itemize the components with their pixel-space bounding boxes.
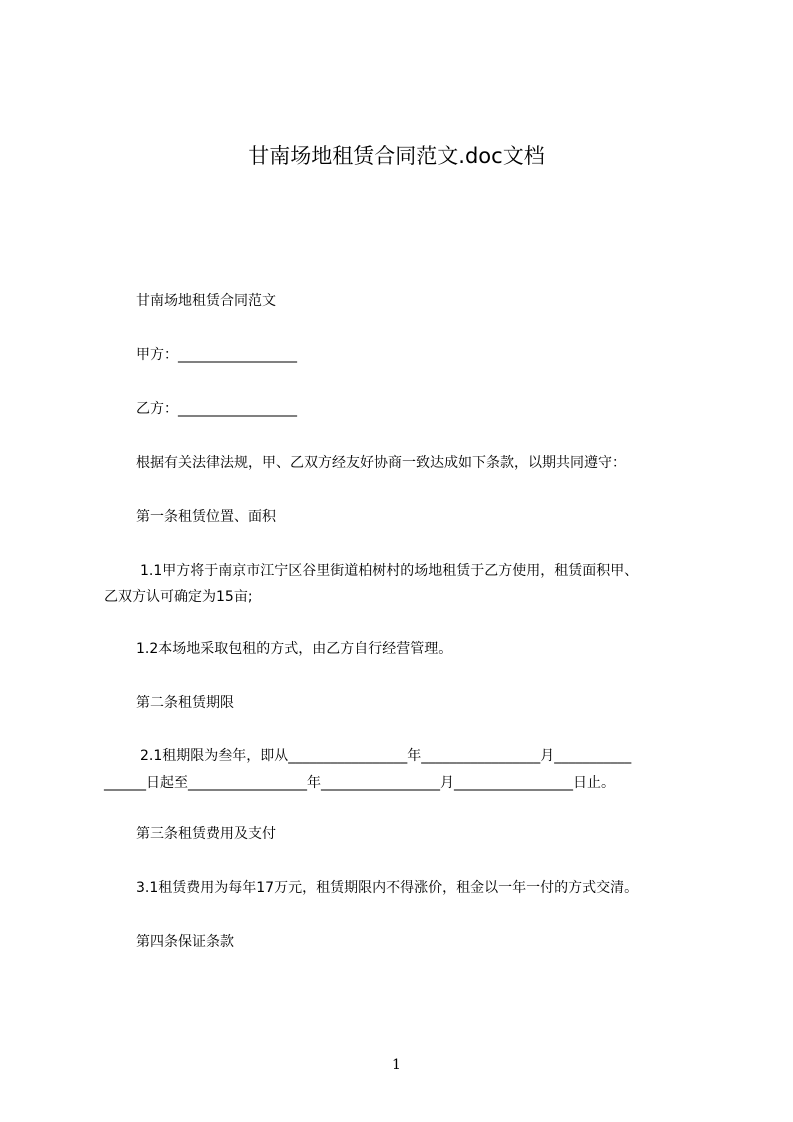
clause-1-2: 1.2本场地采取包租的方式，由乙方自行经营管理。 [136,641,453,657]
contract-heading: 甘南场地租赁合同范文 [136,293,276,309]
page-number: 1 [392,1057,401,1073]
article-4-heading: 第四条保证条款 [136,934,234,950]
article-3-heading: 第三条租赁费用及支付 [136,826,276,842]
article-1-heading: 第一条租赁位置、面积 [136,509,276,525]
party-b-line: 乙方：_________________ [136,401,297,417]
clause-2-1-line-2: ______日起至_________________年_________________月_________________日止。 [104,775,615,791]
clause-3-1: 3.1租赁费用为每年17万元，租赁期限内不得涨价，租金以一年一付的方式交清。 [136,880,639,896]
article-2-heading: 第二条租赁期限 [136,695,234,711]
clause-2-1-line-1: 2.1租期限为叁年，即从_________________年_________________月___________ [140,748,632,764]
preamble-paragraph: 根据有关法律法规，甲、乙双方经友好协商一致达成如下条款，以期共同遵守： [136,455,626,471]
clause-1-1-line-1: 1.1甲方将于南京市江宁区谷里街道柏树村的场地租赁于乙方使用，租赁面积甲、 [140,563,639,579]
clause-1-1-line-2: 乙双方认可确定为15亩; [104,589,253,605]
party-a-line: 甲方：_________________ [136,347,297,363]
document-title: 甘南场地租赁合同范文.doc文档 [248,144,545,168]
